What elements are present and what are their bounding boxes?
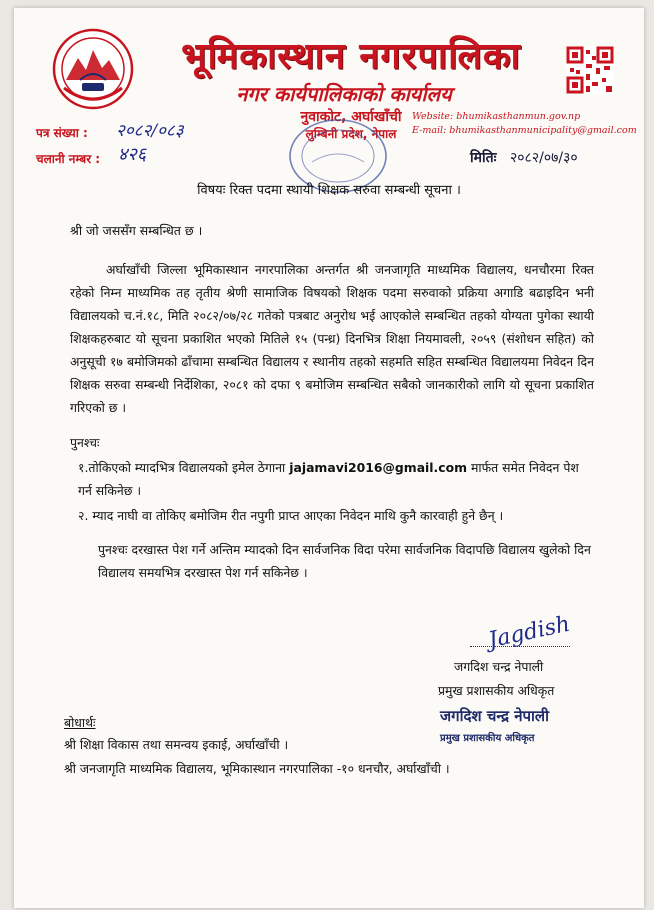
note-item-1-prefix: १.तोकिएको म्यादभित्र विद्यालयको इमेल ठेगाना <box>78 460 286 475</box>
cc-line-1: श्री शिक्षा विकास तथा समन्वय इकाई, अर्घाखाँची । <box>64 737 289 752</box>
qr-code-icon <box>566 46 614 94</box>
signature-line <box>470 646 570 647</box>
cc-line-2: श्री जनजागृति माध्यमिक विद्यालय, भूमिकास्थान नगरपालिका -१० धनचौर, अर्घाखाँची । <box>64 761 450 776</box>
org-name: भूमिकास्थान नगरपालिका <box>181 36 521 77</box>
ref-value: २०८२/०८३ <box>116 121 184 141</box>
note-extra: पुनश्चः दरखास्त पेश गर्ने अन्तिम म्यादको दिन सार्वजनिक विदा परेमा सार्वजनिक विदापछि विद्यालय खुलेको दिन विद्यालय समयभित्र दरखास्त पेश गर्न सकिनेछ । <box>98 542 591 580</box>
school-email: jajamavi2016@gmail.com <box>289 460 468 475</box>
signature-mark: Jagdish <box>486 611 573 654</box>
note-item-1 <box>78 456 594 502</box>
date-label: मितिः <box>470 150 497 166</box>
website-text: Website: bhumikasthanmun.gov.np <box>412 111 581 122</box>
note-item-1-suffix: मार्फत समेत निवेदन पेश गर्न सकिनेछ । <box>78 460 579 498</box>
signatory-stamp-title: प्रमुख प्रशासकीय अधिकृत <box>440 733 535 744</box>
signatory-name: जगदिश चन्द्र नेपाली <box>454 659 544 674</box>
subject-line: विषयः रिक्त पदमा स्थायी शिक्षक सरुवा सम्बन्धी सूचना । <box>197 183 461 198</box>
date-value: २०८२/०७/३० <box>510 150 578 166</box>
letter-page <box>14 8 644 908</box>
cc-heading: बोधार्थः <box>64 715 96 730</box>
office-name: नगर कार्यपालिकाको कार्यालय <box>236 82 452 106</box>
signatory-title: प्रमुख प्रशासकीय अधिकृत <box>438 683 555 698</box>
dispatch-label: चलानी नम्बर : <box>36 152 101 166</box>
salutation: श्री जो जससँग सम्बन्धित छ । <box>70 223 203 238</box>
ref-label: पत्र संख्या : <box>36 126 88 140</box>
note-heading: पुनश्चः <box>70 435 100 450</box>
signatory-stamp-name: जगदिश चन्द्र नेपाली <box>440 707 549 725</box>
note-item-2: २. म्याद नाघी वा तोकिए बमोजिम रीत नपुगी प्राप्त आएका निवेदन माथि कुनै कारवाही हुने छैन् । <box>78 508 504 523</box>
body-paragraph: अर्घाखाँची जिल्ला भूमिकास्थान नगरपालिका अन्तर्गत श्री जनजागृति माध्यमिक विद्यालय, धनचौरमा रिक्त रहेको निम्न माध्यमिक तह तृतीय श्रेणी सामाजिक विषयको शिक्षक पदमा सरुवाको प्रक्रिया अगाडि बढाइदिन भनी विद्यालयको च.नं.१८, मिति २०८२/०७/२८ गतेको पत्रबाट अनुरोध भई आएकोले सम्बन्धित तहको योग्यता पुगेका स्थायी शिक्षकहरुबाट यो सूचना प्रकाशित भएको मितिले १५ (पन्ध्र) दिनभित्र शिक्षा नियमावली, २०५९ (संशोधन सहित) को अनुसूची १७ बमोजिमको ढाँचामा सम्बन्धित विद्यालय र स्थानीय तहको सहमति सहित सम्बन्धित विद्यालयमा निवेदन दिन शिक्षक सरुवा सम्बन्धी निर्देशिका, २०८१ को दफा ९ बमोजिम सम्बन्धित सबैको जानकारीको लागि यो सूचना प्रकाशित गरिएको छ । <box>70 262 594 415</box>
municipality-emblem-icon <box>52 28 134 110</box>
office-location: नुवाकोट, अर्घाखाँची <box>300 109 402 125</box>
email-text: E-mail: bhumikasthanmunicipality@gmail.com <box>412 125 637 136</box>
dispatch-value: ४२६ <box>118 144 147 165</box>
province-name: लुम्बिनी प्रदेश, नेपाल <box>305 127 397 141</box>
